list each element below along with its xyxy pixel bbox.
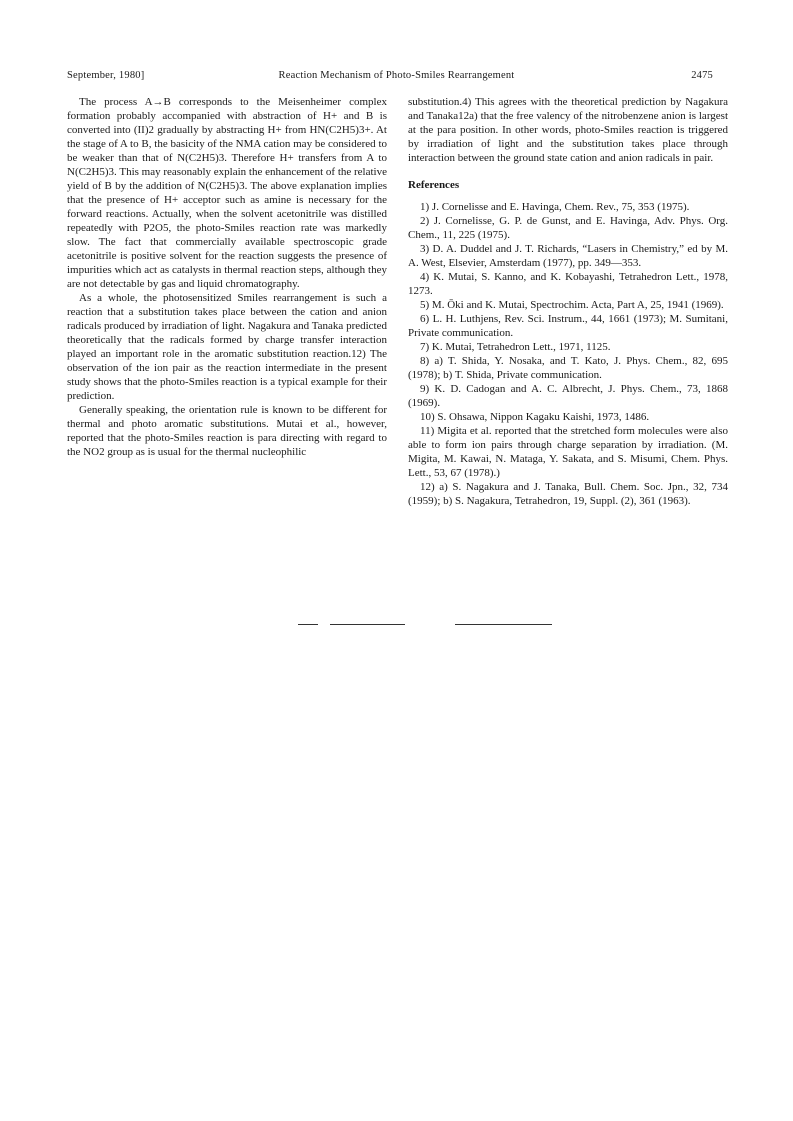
- page-number: 2475: [691, 70, 713, 81]
- reference-item: 12) a) S. Nagakura and J. Tanaka, Bull. Chem. Soc. Jpn., 32, 734 (1959); b) S. Nagakura, Tetrahedron, 19, Suppl. (2), 361 (1963).: [408, 481, 728, 507]
- body-paragraph-3: Generally speaking, the orientation rule is known to be different for thermal and photo aromatic substitutions. Mutai et al., however, reported that the photo-Smiles reaction is para directing with regard to the NO2 group as is usual for the thermal nucleophilic: [67, 404, 387, 458]
- reference-item: 1) J. Cornelisse and E. Havinga, Chem. Rev., 75, 353 (1975).: [420, 201, 690, 213]
- reference-item: 5) M. Ōki and K. Mutai, Spectrochim. Acta, Part A, 25, 1941 (1969).: [420, 299, 724, 311]
- body-paragraph-2: As a whole, the photosensitized Smiles rearrangement is such a reaction that a substitution takes place between the cation and anion radicals produced by irradiation of light. Nagakura and Tanaka predicted theoretically that the radicals formed by charge transfer interaction played an important role in the aromatic substitution reaction.12) The observation of the ion pair as the reaction intermediate in the present study shows that the photo-Smiles reaction is a typical example for their prediction.: [67, 292, 387, 402]
- reference-item: 11) Migita et al. reported that the stretched form molecules were also able to form ion pairs through charge separation by irradiation. (M. Migita, M. Kawai, N. Mataga, Y. Sakata, and S. Misumi, Chem. Phys. Lett., 53, 67 (1978).): [408, 425, 728, 479]
- reference-item: 8) a) T. Shida, Y. Nosaka, and T. Kato, J. Phys. Chem., 82, 695 (1978); b) T. Shida, Private communication.: [408, 355, 728, 381]
- reference-item: 6) L. H. Luthjens, Rev. Sci. Instrum., 44, 1661 (1973); M. Sumitani, Private communication.: [408, 313, 728, 339]
- reference-list: [408, 200, 728, 508]
- reference-item: 7) K. Mutai, Tetrahedron Lett., 1971, 1125.: [420, 341, 611, 353]
- reference-item: 4) K. Mutai, S. Kanno, and K. Kobayashi, Tetrahedron Lett., 1978, 1273.: [408, 271, 728, 297]
- left-column: [67, 95, 387, 459]
- references-heading: References: [408, 179, 460, 191]
- reference-item: 9) K. D. Cadogan and A. C. Albrecht, J. Phys. Chem., 73, 1868 (1969).: [408, 383, 728, 409]
- end-divider-dash: [298, 624, 318, 625]
- end-divider-right: [455, 624, 552, 625]
- body-paragraph-1: The process A→B corresponds to the Meisenheimer complex formation probably accompanied with abstraction of H+ and B is converted into (II)2 gradually by abstracting H+ from HN(C2H5)3+. At the stage of A to B, the basicity of the NMA cation may be considered to be weaker than that of N(C2H5)3. Therefore H+ transfers from A to N(C2H5)3. This may reasonably explain the enhancement of the relative yield of B by the addition of N(C2H5)3. The above explanation implies that the presence of H+ acceptor such as amine is necessary for the forward reactions. Actually, when the solvent acetonitrile was distilled repeatedly with P2O5, the photo-Smiles reaction rate was markedly slow. The fact that commercially available spectroscopic grade acetonitrile is positive solvent for the reaction suggests the presence of impurities which act as catalysts in thermal reaction steps, although they are not detectable by gas and liquid chromatography.: [67, 96, 387, 290]
- reference-item: 2) J. Cornelisse, G. P. de Gunst, and E. Havinga, Adv. Phys. Org. Chem., 11, 225 (1975).: [408, 215, 728, 241]
- reference-item: 10) S. Ohsawa, Nippon Kagaku Kaishi, 1973, 1486.: [420, 411, 650, 423]
- right-column: [408, 95, 728, 508]
- running-header-date: September, 1980]: [67, 70, 145, 81]
- running-header-title: Reaction Mechanism of Photo-Smiles Rearrangement: [278, 70, 515, 81]
- reference-item: 3) D. A. Duddel and J. T. Richards, “Lasers in Chemistry,” ed by M. A. West, Elsevier, Amsterdam (1977), pp. 349—353.: [408, 243, 728, 269]
- body-paragraph-continued: substitution.4) This agrees with the theoretical prediction by Nagakura and Tanaka12a) that the free valency of the nitrobenzene anion is largest at the para position. In other words, photo-Smiles reaction is triggered by irradiation of light and the substitution takes place through interaction between the ground state cation and anion radicals in pair.: [408, 96, 728, 164]
- end-divider-left: [330, 624, 405, 625]
